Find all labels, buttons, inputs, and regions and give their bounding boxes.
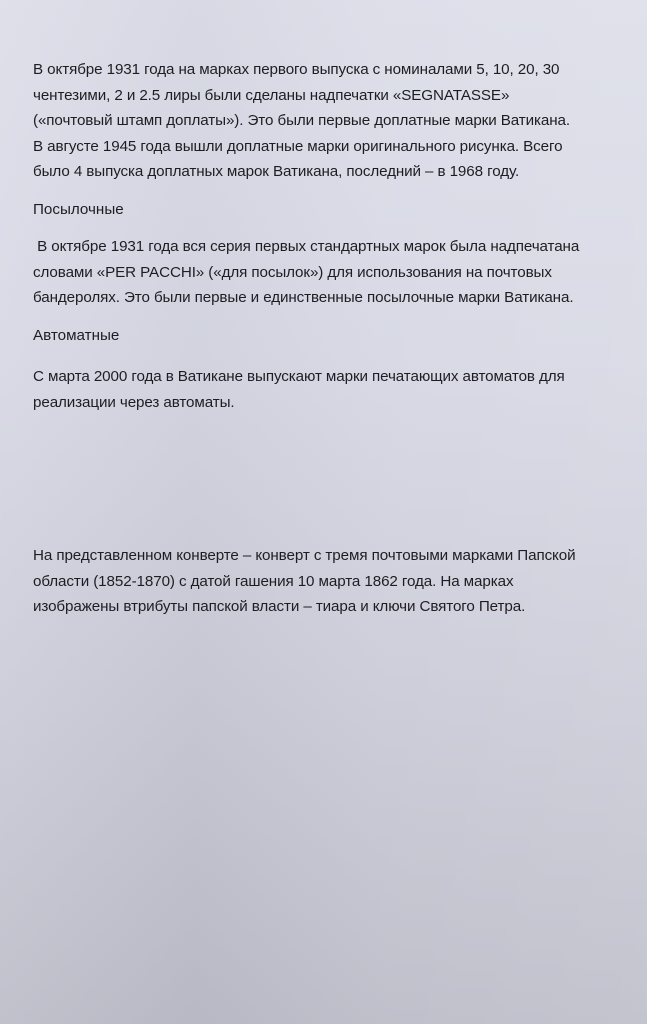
section-heading-parcels: Посылочные bbox=[33, 201, 124, 218]
paragraph-envelope bbox=[33, 543, 576, 620]
text-line: С марта 2000 года в Ватикане выпускают марки печатающих автоматов для bbox=[33, 368, 565, 385]
text-line: На представленном конверте – конверт с тремя почтовыми марками Папской bbox=[33, 547, 576, 564]
text-line: В октябре 1931 года вся серия первых стандартных марок была надпечатана bbox=[33, 238, 580, 255]
paragraph-postage-due bbox=[33, 57, 570, 185]
text-line: словами «PER PACCHI» («для посылок») для использования на почтовых bbox=[33, 263, 552, 281]
text-line: области (1852-1870) с датой гашения 10 марта 1862 года. На марках bbox=[33, 572, 514, 590]
paragraph-parcels bbox=[33, 234, 579, 311]
paragraph-automatic bbox=[33, 364, 565, 415]
text-line: чентезими, 2 и 2.5 лиры были сделаны надпечатки «SEGNATASSE» bbox=[33, 86, 510, 104]
text-line: В октябре 1931 года на марках первого выпуска с номиналами 5, 10, 20, 30 bbox=[33, 61, 560, 78]
text-line: изображены втрибуты папской власти – тиара и ключи Святого Петра. bbox=[33, 598, 526, 615]
text-line: бандеролях. Это были первые и единственные посылочные марки Ватикана. bbox=[33, 289, 574, 306]
text-line: («почтовый штамп доплаты»). Это были первые доплатные марки Ватикана. bbox=[33, 112, 570, 129]
text-line: реализации через автоматы. bbox=[33, 393, 235, 411]
text-line: В августе 1945 года вышли доплатные марки оригинального рисунка. Всего bbox=[33, 137, 563, 155]
section-heading-automatic: Автоматные bbox=[33, 327, 120, 344]
text-line: было 4 выпуска доплатных марок Ватикана, последний – в 1968 году. bbox=[33, 163, 520, 180]
